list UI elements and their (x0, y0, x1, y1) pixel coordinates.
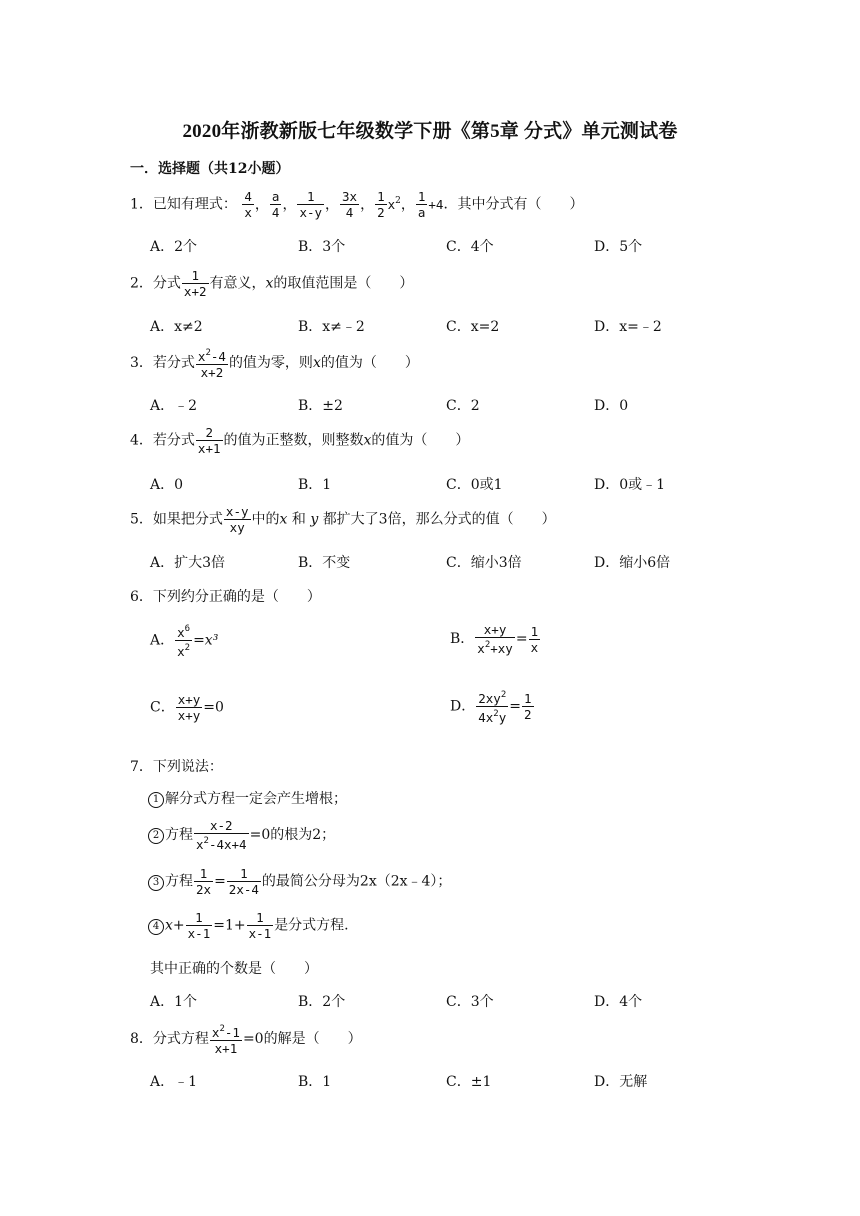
numerator: $x^2-4$ (197, 348, 226, 364)
option-b[interactable]: B．±2 (298, 398, 343, 414)
circled-number: 3 (148, 875, 164, 891)
option-c[interactable]: C．4个 (446, 239, 494, 255)
question-text: 有意义， (209, 275, 266, 292)
option-d[interactable] (450, 688, 535, 725)
equals-sign: =1+ (213, 917, 246, 934)
fraction: $\frac{1}{2}$ (377, 189, 385, 220)
question-text: 中的 (251, 511, 280, 528)
option-a[interactable]: A．扩大3倍 (150, 555, 226, 571)
denominator: x+1 (197, 441, 221, 456)
option-label: C． (150, 699, 175, 716)
question-number: 4． (130, 432, 153, 449)
question-number: 2． (130, 275, 153, 292)
option-c[interactable]: C．缩小3倍 (446, 555, 522, 571)
fraction: $\frac{1}{2x-4}$ (228, 866, 259, 897)
equals-sign: = (214, 873, 226, 890)
fraction: $\frac{1}{a}$ (417, 189, 426, 220)
expression-list (241, 189, 444, 220)
option-c[interactable]: C．2 (446, 398, 480, 414)
option-a[interactable]: A．﹣2 (150, 398, 198, 414)
question-number: 5． (130, 511, 153, 528)
denominator: x+2 (183, 284, 207, 299)
option-d[interactable]: D．x=﹣2 (594, 319, 662, 335)
question-number: 8． (130, 1031, 153, 1047)
option-b[interactable]: B．1 (298, 477, 332, 493)
question-text: 下列约分正确的是（ ） (152, 589, 321, 605)
fraction: $\frac{4}{x}$ (244, 189, 252, 220)
circled-number: 4 (148, 919, 164, 935)
circled-number: 2 (148, 828, 164, 844)
fraction (196, 425, 223, 456)
option-a[interactable]: A．x≠2 (150, 319, 203, 335)
question-text: ．其中分式有（ ） (443, 196, 584, 213)
fraction: $\frac{1}{x-y}$ (299, 189, 323, 220)
fraction: $\frac{1}{2x}$ (196, 866, 212, 897)
equals-sign: = (509, 698, 521, 715)
fraction (182, 268, 209, 299)
option-a[interactable] (150, 622, 218, 659)
statement-text: 方程 (165, 827, 193, 843)
result: =0 (203, 699, 224, 716)
option-d[interactable]: D．0或﹣1 (594, 477, 666, 493)
fraction (196, 346, 228, 380)
question-1 (130, 189, 583, 220)
option-c[interactable]: C．±1 (446, 1074, 492, 1090)
numerator: x-y (225, 504, 249, 519)
result: =x³ (193, 632, 219, 649)
fraction (224, 504, 251, 535)
option-b[interactable] (450, 622, 541, 656)
question-number: 7． (130, 759, 153, 775)
option-a[interactable]: A．2个 (150, 239, 198, 255)
statement-text: 是分式方程. (274, 917, 349, 934)
question-text: 分式方程 (152, 1031, 209, 1047)
question-text: 分式 (152, 275, 181, 292)
fraction: $\frac{1}{x-1}$ (187, 910, 211, 941)
question-text: 都扩大了3倍，那么分式的值（ ） (322, 511, 556, 528)
question-text: 的取值范围是（ ） (273, 275, 414, 292)
option-d[interactable]: D．5个 (594, 239, 643, 255)
option-b[interactable]: B．不变 (298, 555, 351, 571)
question-number: 6． (130, 589, 153, 605)
question-2 (130, 268, 413, 299)
question-text: 的值为（ ） (371, 432, 470, 449)
separator: ， (360, 196, 375, 213)
variable: x (265, 275, 274, 292)
question-number: 1． (130, 196, 153, 213)
question-text: 和 (291, 511, 306, 528)
question-8 (130, 1022, 362, 1056)
question-text: 如果把分式 (152, 511, 223, 528)
separator: ， (325, 196, 340, 213)
statement-4 (148, 910, 349, 941)
fraction: $\frac{x+y}{x+y}$ (177, 692, 201, 723)
variable: x (363, 432, 372, 449)
option-a[interactable]: A．1个 (150, 994, 198, 1010)
circled-number: 1 (148, 792, 164, 808)
fraction: $\frac{1}{2}$ (523, 691, 532, 722)
fraction: $\frac{x^6}{x^2}$ (177, 624, 191, 659)
question-text: 的值为零，则 (228, 355, 313, 371)
variable: x (279, 511, 288, 528)
fraction: $\frac{x-2}{x^2-4x+4}$ (196, 818, 247, 852)
option-b[interactable]: B．x≠﹣2 (298, 319, 365, 335)
statement-1 (148, 788, 347, 808)
option-a[interactable]: A．0 (150, 477, 184, 493)
section-heading: 一．选择题（共12小题） (130, 161, 290, 177)
fraction: $\frac{x^2-1}{x+1}$ (211, 1024, 240, 1056)
statement-text: 解分式方程一定会产生增根； (165, 791, 347, 807)
statement-2 (148, 818, 335, 852)
fraction: $\frac{2xy^2}{4x^2y}$ (478, 690, 507, 725)
numerator: 1 (191, 268, 199, 283)
expression-tail: +4 (428, 196, 444, 212)
question-3 (130, 346, 419, 380)
option-d[interactable]: D．无解 (594, 1074, 648, 1090)
question-5 (130, 504, 556, 535)
question-7 (130, 756, 223, 776)
question-6 (130, 586, 321, 606)
question-text: 的值为（ ） (320, 355, 419, 371)
exponent: 2 (395, 195, 401, 206)
option-a[interactable]: A．﹣1 (150, 1074, 198, 1090)
option-label: B． (450, 631, 475, 647)
option-b[interactable]: B．3个 (298, 239, 346, 255)
option-b[interactable]: B．2个 (298, 994, 346, 1010)
option-label: A． (150, 632, 175, 649)
numerator: 2 (205, 425, 213, 440)
question-text: 的值为正整数，则整数 (223, 432, 364, 449)
fraction: $\frac{1}{x-1}$ (248, 910, 272, 941)
question-text: 若分式 (152, 432, 195, 449)
fraction: $\frac{x+y}{x^2+xy}$ (477, 622, 513, 656)
statement-text: 方程 (165, 873, 193, 890)
denominator: xy (224, 519, 251, 535)
question-prompt: 其中正确的个数是（ ） (150, 961, 318, 977)
fraction: $\frac{a}{4}$ (271, 189, 280, 220)
separator: ， (282, 196, 297, 213)
fraction: $\frac{3x}{4}$ (342, 189, 358, 220)
option-c[interactable] (150, 692, 224, 723)
question-text: =0的解是（ ） (242, 1031, 362, 1047)
statement-text: 的最简公分母为2x（2x﹣4）； (261, 873, 452, 890)
expression-tail: x (387, 196, 396, 212)
question-text: 已知有理式： (152, 196, 237, 213)
option-c[interactable]: C．0或1 (446, 477, 503, 493)
variable: y (310, 511, 319, 528)
separator: ， (254, 196, 269, 213)
option-c[interactable]: C．3个 (446, 994, 494, 1010)
question-number: 3． (130, 355, 153, 371)
question-text: 下列说法： (152, 759, 223, 775)
option-label: D． (450, 698, 476, 715)
statement-text: x+ (165, 917, 185, 934)
statement-text: =0的根为2； (249, 827, 336, 843)
option-d[interactable]: D．缩小6倍 (594, 555, 671, 571)
denominator: x+2 (196, 364, 228, 380)
option-c[interactable]: C．x=2 (446, 319, 500, 335)
option-d[interactable]: D．4个 (594, 994, 643, 1010)
equals-sign: = (515, 631, 528, 647)
fraction: $\frac{1}{x}$ (530, 623, 539, 655)
statement-3 (148, 866, 451, 897)
separator: ， (400, 196, 415, 213)
option-d[interactable]: D．0 (594, 398, 629, 414)
page-title: 2020年浙教新版七年级数学下册《第5章 分式》单元测试卷 (182, 121, 678, 142)
option-b[interactable]: B．1 (298, 1074, 332, 1090)
question-4 (130, 425, 469, 456)
question-text: 若分式 (152, 355, 195, 371)
variable: x (312, 355, 321, 371)
